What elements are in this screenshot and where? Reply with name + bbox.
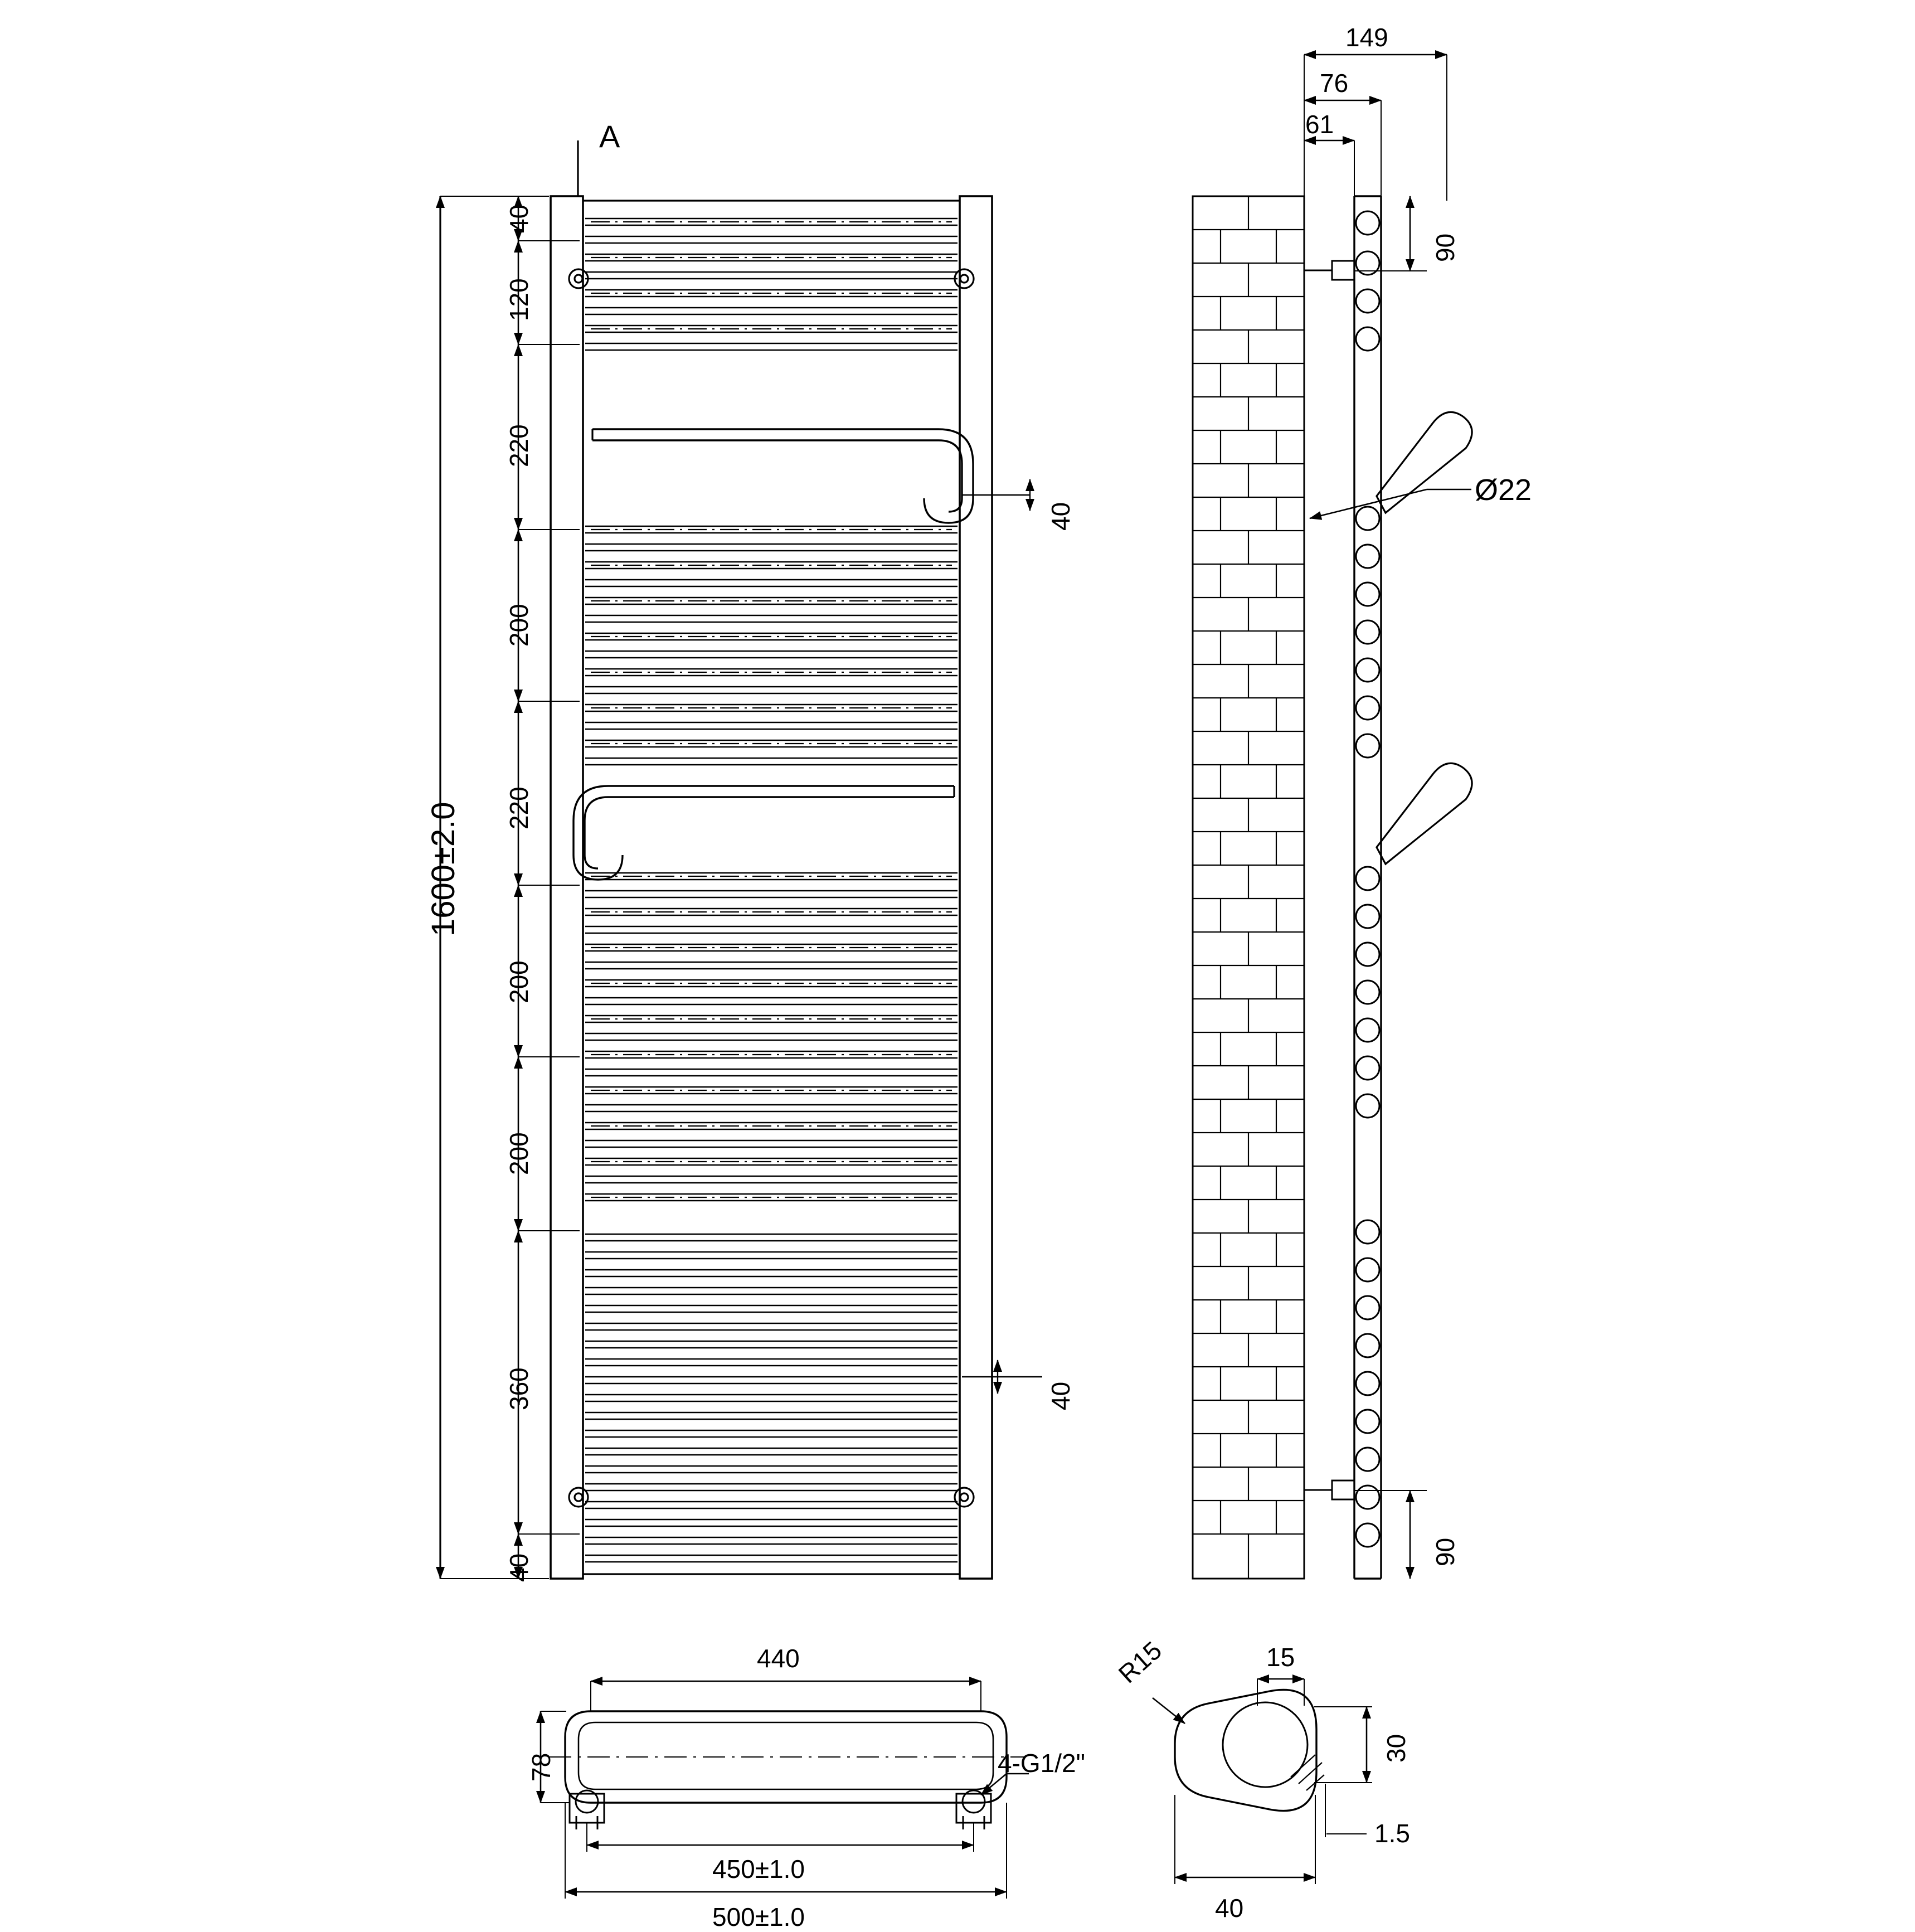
dim-segment-5: 200 [504, 960, 533, 1003]
dim-segment-4: 220 [504, 787, 533, 829]
dim-segment-1: 120 [504, 278, 533, 321]
overall-height-dim: 1600±2.0 [425, 802, 461, 936]
dim-detail-height: 30 [1382, 1734, 1411, 1763]
upper-hanger-rail [592, 429, 973, 523]
dim-plan-depth: 78 [527, 1753, 556, 1781]
dim-plan-width: 440 [757, 1644, 800, 1673]
dim-rail-projection-top: 40 [1046, 502, 1075, 531]
side-elevation-view [1193, 55, 1472, 1579]
front-elevation-view [440, 140, 1042, 1579]
tube-section-detail [1153, 1679, 1372, 1884]
dim-depth-bracket: 61 [1305, 110, 1334, 139]
dim-depth-mid: 76 [1320, 69, 1349, 98]
dim-tube-diameter: Ø22 [1475, 473, 1532, 507]
section-letter-a: A [599, 119, 620, 154]
dim-segment-0: 40 [504, 204, 533, 233]
dim-segment-7: 360 [504, 1367, 533, 1410]
dim-flat-width: 15 [1266, 1643, 1295, 1672]
dim-segment-8: 40 [504, 1553, 533, 1582]
dim-mounting-centres: 450±1.0 [712, 1855, 805, 1884]
dim-segment-6: 200 [504, 1132, 533, 1175]
dim-wall-thickness: 1.5 [1374, 1819, 1410, 1848]
dim-outer-width: 500±1.0 [712, 1902, 805, 1931]
dim-radius: R15 [1112, 1635, 1168, 1689]
dim-rail-projection-bottom: 40 [1046, 1381, 1075, 1410]
dim-segment-3: 200 [504, 604, 533, 647]
dim-segment-2: 220 [504, 424, 533, 467]
thread-note: 4-G1/2" [998, 1749, 1085, 1778]
dim-depth-total: 149 [1345, 23, 1388, 52]
dim-detail-width: 40 [1215, 1894, 1244, 1923]
dim-valve-offset-top: 90 [1431, 233, 1460, 262]
dim-valve-offset-bottom: 90 [1431, 1537, 1460, 1566]
lower-hanger-rail [573, 786, 954, 880]
